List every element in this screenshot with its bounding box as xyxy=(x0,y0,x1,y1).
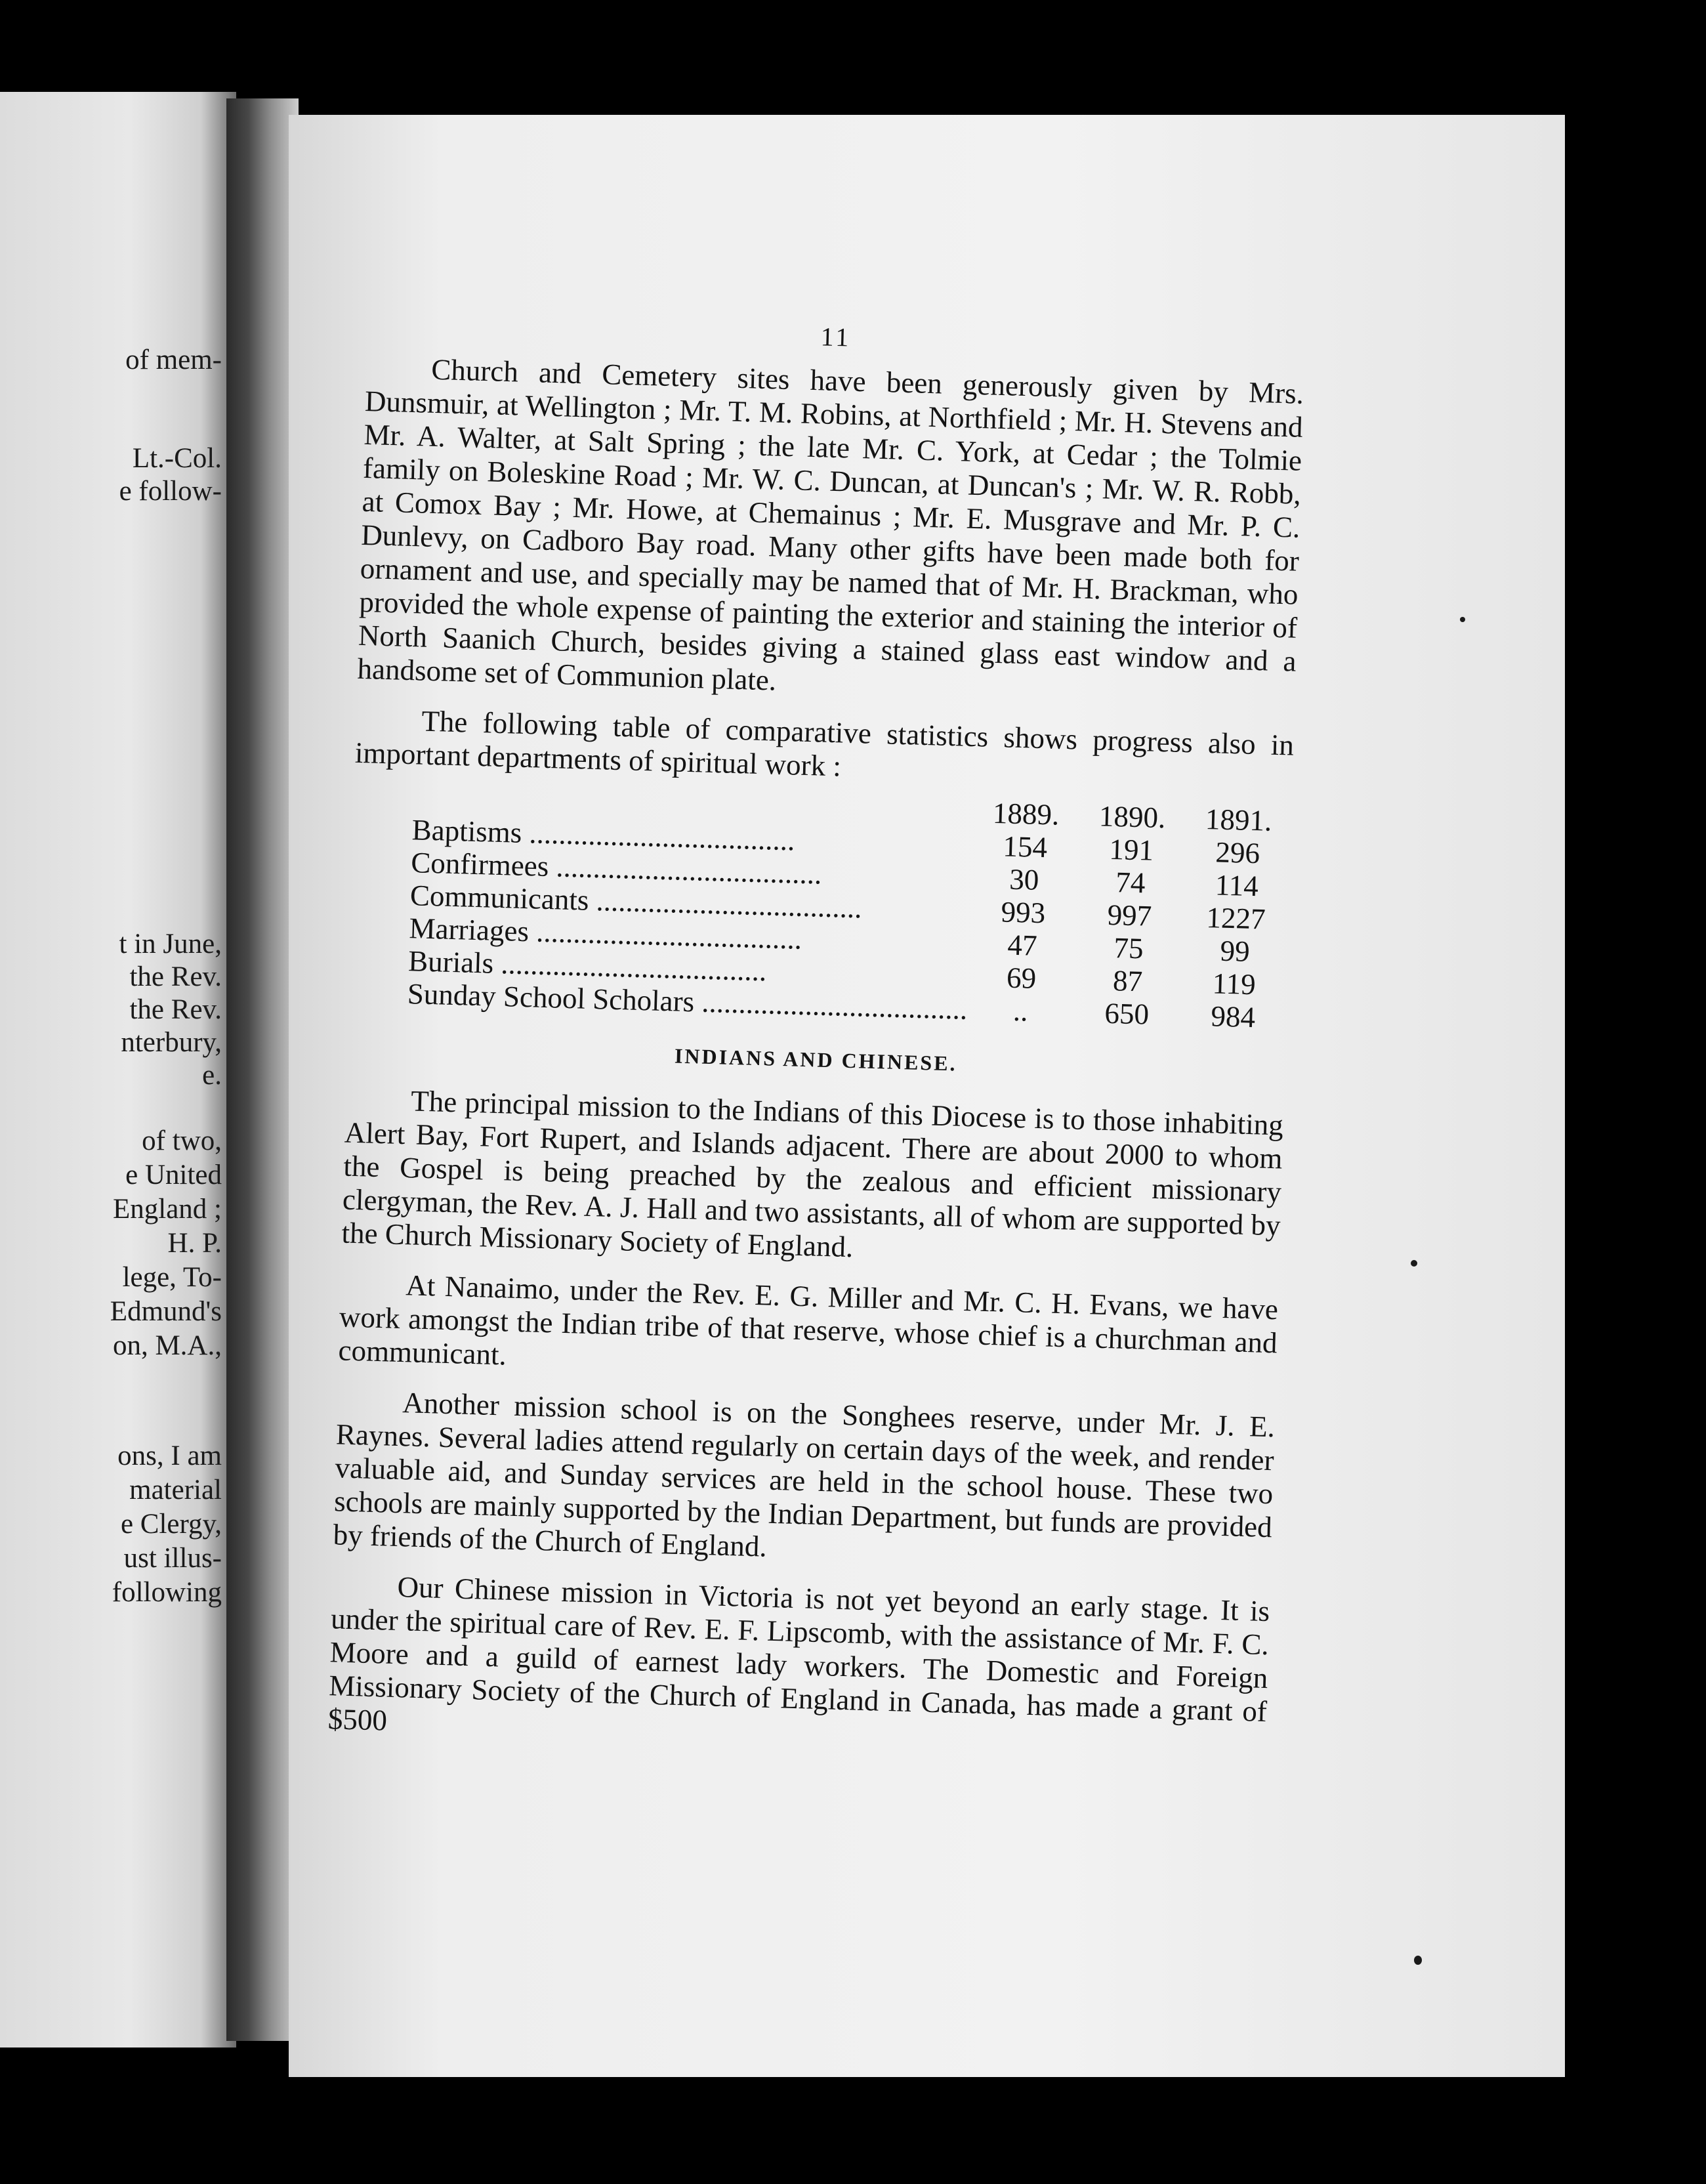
table-cell: 69 xyxy=(1006,961,1037,995)
table-cell: 154 xyxy=(1002,830,1048,864)
table-cell: 30 xyxy=(1009,862,1040,896)
row-label: Confirmees .................................... xyxy=(410,846,823,891)
left-fragment-line: ust illus- xyxy=(123,1543,222,1574)
left-fragment-line: material xyxy=(129,1475,222,1505)
paragraph-gifts: Church and Cemetery sites have been generously given by Mrs. Dunsmuir, at Wellington ; Mr. T. M. Robins, at Northfield ; Mr. H. Stevens and Mr. A. Walter, at Salt Spring ; the late Mr. C. York, at Cedar ; the Tolmie family on Boleskine Road ; Mr. W. C. Duncan, at Duncan's ; Mr. W. R. Robb, at Comox Bay ; Mr. Howe, at Chemainus ; Mr. E. Musgrave and Mr. P. C. Dunlevy, on Cadboro Bay road. Many other gifts have been made both for ornament and use, and specially may be named that of Mr. H. Brackman, who provided the whole expense of painting the exterior and staining the interior of North Saanich Church, besides giving a stained glass east window and a handsome set of Communion plate. xyxy=(356,352,1304,697)
statistics-table xyxy=(407,780,1292,1034)
left-page-fragment xyxy=(0,92,236,2048)
scan-speck xyxy=(1414,1956,1422,1965)
table-cell: 296 xyxy=(1215,835,1260,870)
table-cell: 191 xyxy=(1108,832,1154,867)
left-fragment-line: Lt.-Col. xyxy=(132,443,222,474)
binding-shadow xyxy=(226,98,299,2041)
left-fragment-line: on, M.A., xyxy=(112,1330,222,1361)
paragraph-songhees: Another mission school is on the Songhees reserve, under Mr. J. E. Raynes. Several ladies attend regularly on certain days of the week, and render valuable aid, and Sunday services are held in the school house. These two schools are mainly supported by the Indian Department, but funds are provided by friends of the Church of England. xyxy=(333,1386,1276,1563)
row-label: Marriages .................................... xyxy=(408,912,802,956)
table-cell: 984 xyxy=(1210,999,1256,1034)
row-label: Communicants .................................... xyxy=(409,879,863,925)
table-cell: 114 xyxy=(1215,868,1259,903)
table-cell: 993 xyxy=(1001,895,1046,930)
scan-speck xyxy=(1460,617,1465,622)
row-label: Baptisms .................................... xyxy=(411,813,796,857)
left-fragment-line: t in June, xyxy=(119,929,222,959)
paragraph-nanaimo: At Nanaimo, under the Rev. E. G. Miller and Mr. C. H. Evans, we have work amongst the Indian tribe of that reserve, whose chief is a churchman and communicant. xyxy=(337,1269,1279,1372)
paragraph-statistics-intro: The following table of comparative statistics shows progress also in important departments of spiritual work : xyxy=(354,704,1295,783)
row-label: Sunday School Scholars .................................... xyxy=(407,977,968,1026)
left-fragment-line: of mem- xyxy=(125,345,222,375)
table-cell: 87 xyxy=(1112,964,1143,998)
left-fragment-line: ons, I am xyxy=(117,1440,222,1471)
page-body xyxy=(327,308,1305,1762)
year-header: 1890. xyxy=(1098,799,1166,835)
left-fragment-line: e follow- xyxy=(119,476,222,507)
table-cell: .. xyxy=(1012,994,1029,1028)
paragraph-chinese-mission: Our Chinese mission in Victoria is not yet beyond an early stage. It is under the spiritual care of Rev. E. F. Lipscomb, with the assistance of Mr. F. C. Moore and a guild of earnest lady workers. The Domestic and Foreign Missionary Society of the Church of England in Canada, has made a grant of $500 xyxy=(327,1570,1270,1737)
table-cell: 997 xyxy=(1107,898,1152,933)
page-number: 11 xyxy=(820,322,852,352)
table-cell: 650 xyxy=(1104,996,1150,1031)
table-cell: 119 xyxy=(1212,967,1257,1001)
scan-speck xyxy=(1411,1260,1417,1267)
year-header: 1889. xyxy=(992,796,1060,831)
table-cell: 74 xyxy=(1115,866,1146,900)
left-fragment-line: e Clergy, xyxy=(120,1509,222,1540)
table-cell: 47 xyxy=(1007,928,1038,962)
left-fragment-line: following xyxy=(112,1577,222,1608)
left-fragment-line: the Rev. xyxy=(129,961,222,992)
left-fragment-line: nterbury, xyxy=(121,1027,222,1058)
section-heading: INDIANS AND CHINESE. xyxy=(674,1043,958,1076)
left-fragment-line: of two, xyxy=(142,1125,222,1156)
left-fragment-line: e. xyxy=(202,1060,222,1091)
table-cell: 75 xyxy=(1113,931,1144,965)
paragraph-indian-mission: The principal mission to the Indians of this Diocese is to those inhabiting Alert Bay, Fort Rupert, and Islands adjacent. There are about 2000 to whom the Gospel is being preached by the zealous and efficient missionary clergyman, the Rev. A. J. Hall and two assistants, all of whom are supported by the Church Missionary Society of England. xyxy=(341,1084,1284,1264)
left-fragment-line: England ; xyxy=(113,1194,222,1225)
table-cell: 1227 xyxy=(1205,901,1266,936)
left-fragment-line: Edmund's xyxy=(110,1296,222,1327)
table-cell: 99 xyxy=(1219,934,1251,968)
row-label: Burials .................................... xyxy=(407,944,768,988)
year-header: 1891. xyxy=(1205,802,1272,837)
left-fragment-line: H. P. xyxy=(167,1228,222,1259)
left-fragment-line: lege, To- xyxy=(122,1262,222,1293)
left-fragment-line: the Rev. xyxy=(129,994,222,1025)
left-fragment-line: e United xyxy=(125,1160,222,1190)
